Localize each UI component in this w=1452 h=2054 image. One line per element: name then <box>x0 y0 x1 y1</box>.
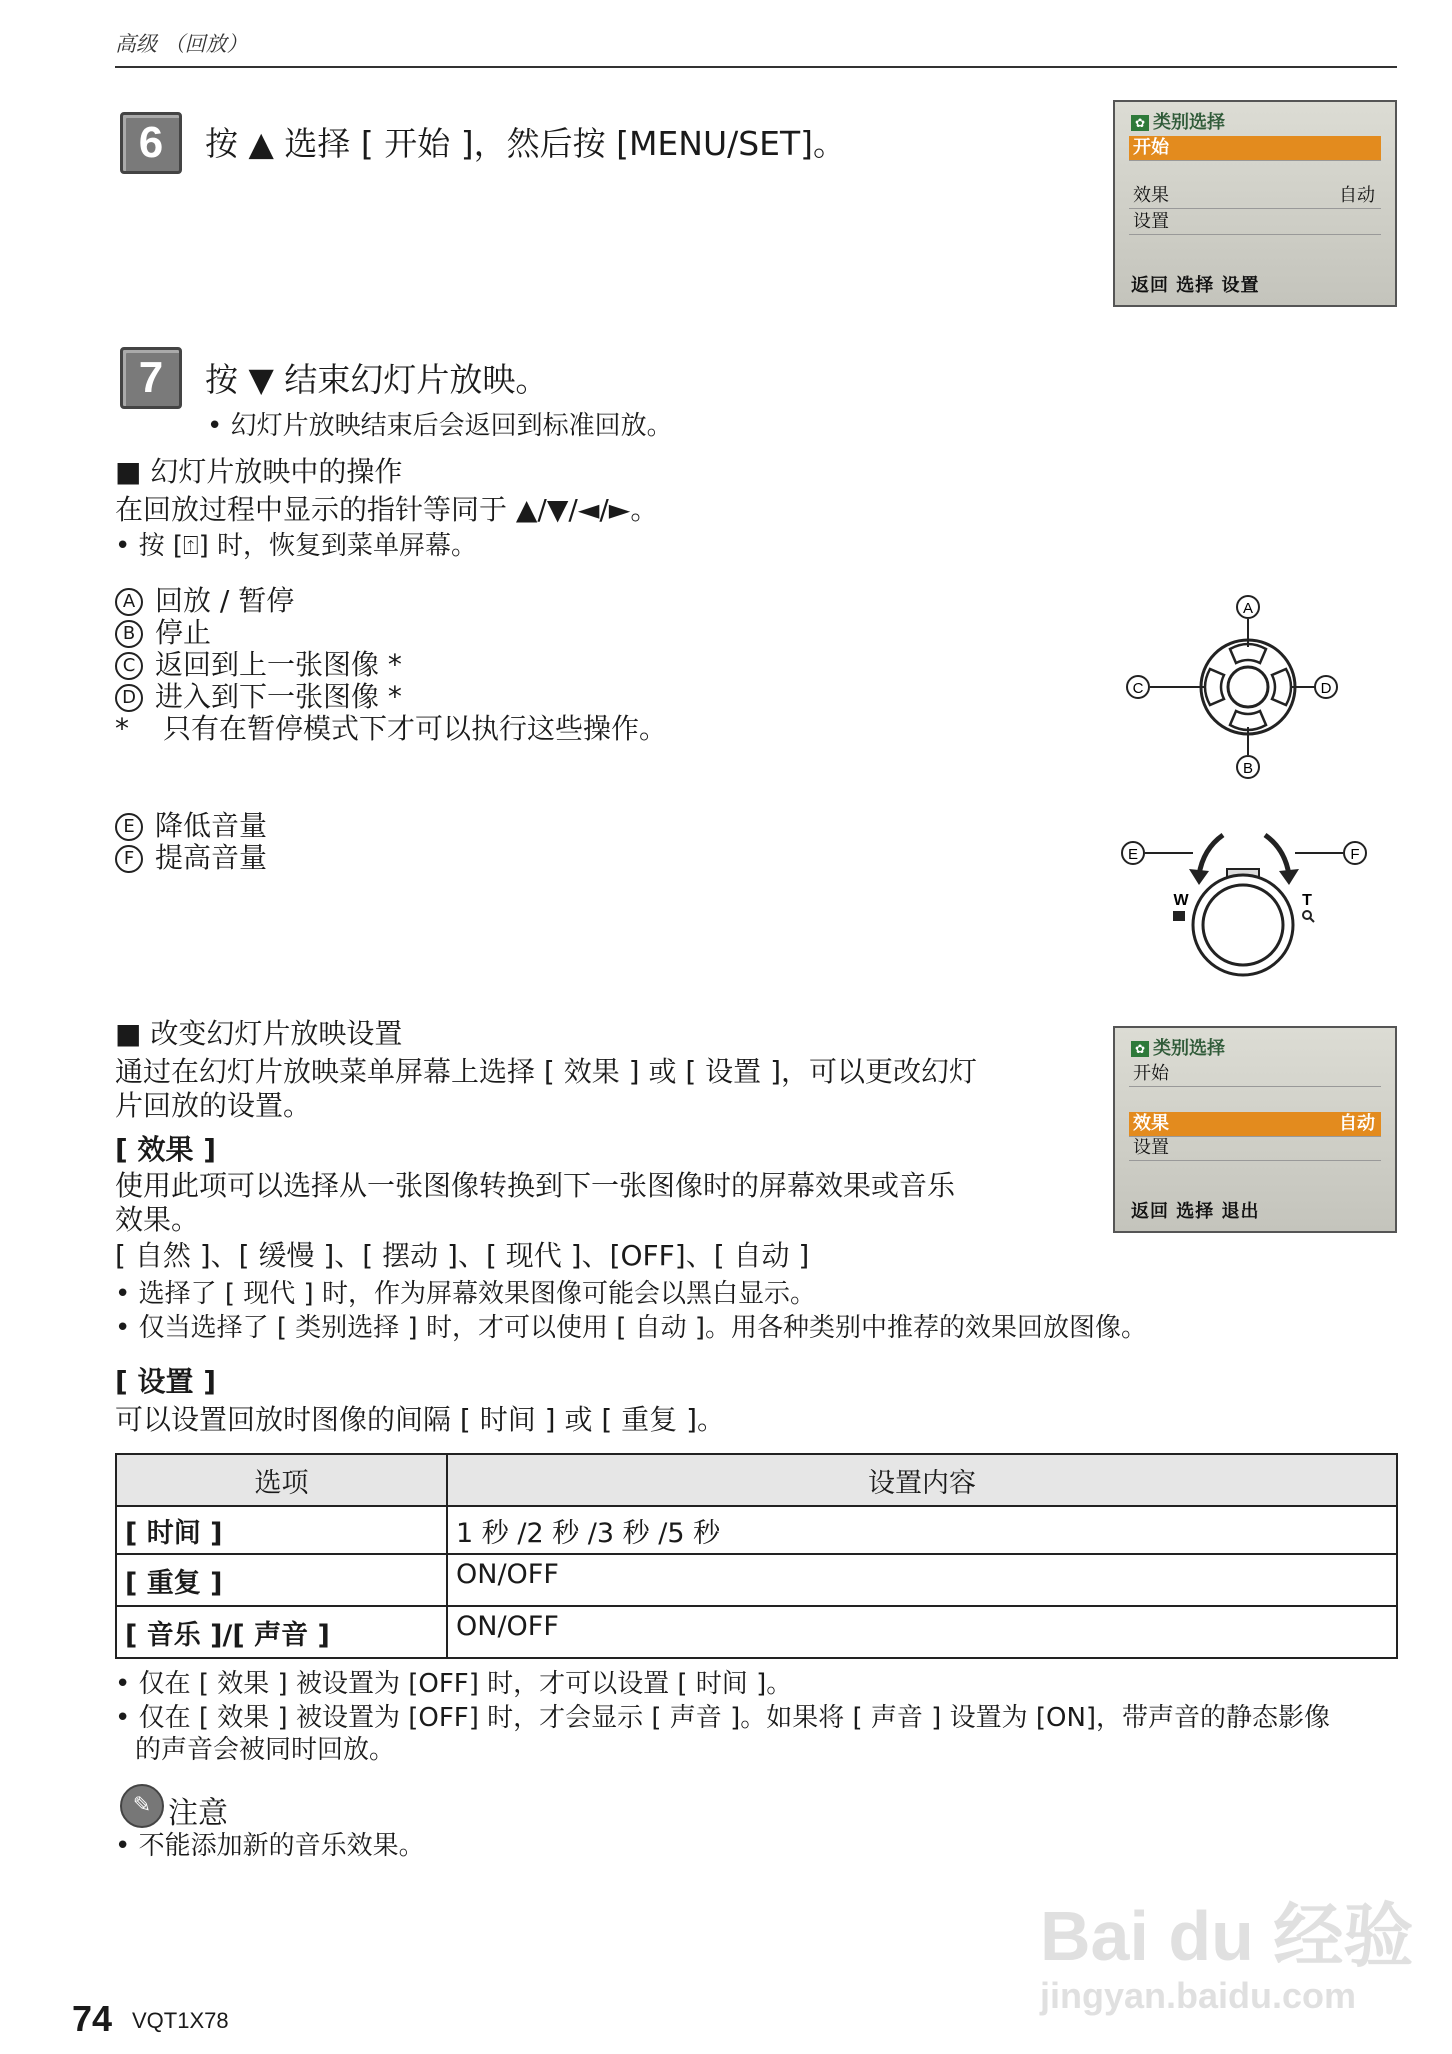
menu-item-effect: 效果 <box>1133 185 1169 206</box>
model-code: VQT1X78 <box>132 2008 229 2033</box>
after-bullet-1: • 仅在 [ 效果 ] 被设置为 [OFF] 时，才可以设置 [ 时间 ]。 <box>115 1669 793 1699</box>
table-cell-option: [ 时间 ] <box>116 1506 447 1554</box>
marker-f: F <box>115 845 143 873</box>
screen-footer: 返回 选择 设置 <box>1131 275 1260 296</box>
step-7-bullet: • 幻灯片放映结束后会返回到标准回放。 <box>207 411 673 441</box>
effect-p1b: 效果。 <box>115 1203 200 1236</box>
zoom-item-f <box>115 842 267 874</box>
grid-icon <box>1173 911 1185 921</box>
dpad-label-c: C <box>1132 680 1144 697</box>
ops-item-c <box>115 649 402 681</box>
after-bullet-2a: • 仅在 [ 效果 ] 被设置为 [OFF] 时，才会显示 [ 声音 ]。如果将 [ 声音 ] 设置为 [ON]，带声音的静态影像 <box>115 1703 1331 1733</box>
ops-item-c-text: 返回到上一张图像 * <box>155 648 402 681</box>
screen-title: 类别选择 <box>1153 112 1225 133</box>
setting-heading: [ 设置 ] <box>115 1365 217 1398</box>
footnote-mark: * <box>115 712 129 745</box>
screen-title: 类别选择 <box>1153 1038 1225 1059</box>
category-icon: ✿ <box>1131 115 1149 131</box>
menu-item-start: 开始 <box>1133 137 1169 158</box>
marker-b: B <box>115 620 143 648</box>
zoom-lever-diagram <box>1115 825 1375 990</box>
table-row <box>116 1606 1397 1658</box>
step-7-text: 按 ▼ 结束幻灯片放映。 <box>205 360 549 399</box>
page-header: 高级 （回放） <box>115 32 248 56</box>
category-icon: ✿ <box>1131 1041 1149 1057</box>
effect-heading: [ 效果 ] <box>115 1133 217 1166</box>
dpad-label-d: D <box>1320 680 1332 697</box>
dpad-label-a: A <box>1242 600 1254 617</box>
ops-item-a <box>115 585 294 617</box>
screen-footer: 返回 选择 退出 <box>1131 1201 1260 1222</box>
change-p1b: 片回放的设置。 <box>115 1089 312 1122</box>
ops-footnote <box>115 713 667 745</box>
zoom-label-t: T <box>1302 892 1312 909</box>
marker-a: A <box>115 588 143 616</box>
watermark-url: jingyan.baidu.com <box>1040 1975 1357 2016</box>
ops-item-d <box>115 681 402 713</box>
menu-item-effect-value: 自动 <box>1339 185 1375 206</box>
menu-item-setting: 设置 <box>1133 211 1169 232</box>
header-divider <box>115 66 1397 68</box>
table-header-option: 选项 <box>116 1454 447 1506</box>
menu-screen-start <box>1113 100 1397 307</box>
table-row <box>116 1554 1397 1606</box>
menu-item-setting: 设置 <box>1133 1137 1169 1158</box>
note-title: 注意 <box>168 1796 228 1831</box>
marker-d: D <box>115 684 143 712</box>
step-6-badge: 6 <box>120 112 182 174</box>
table-row <box>116 1506 1397 1554</box>
pencil-icon: ✎ <box>120 1784 164 1828</box>
table-cell-option: [ 音乐 ]/[ 声音 ] <box>116 1606 447 1658</box>
effect-p1a: 使用此项可以选择从一张图像转换到下一张图像时的屏幕效果或音乐 <box>115 1169 956 1202</box>
menu-screen-effect <box>1113 1026 1397 1233</box>
ops-item-b-text: 停止 <box>155 616 212 649</box>
marker-e: E <box>115 813 143 841</box>
menu-item-effect: 效果 <box>1133 1113 1169 1134</box>
table-cell-value: 1 秒 /2 秒 /3 秒 /5 秒 <box>447 1506 1397 1554</box>
zoom-label-e: E <box>1127 846 1139 863</box>
watermark-logo: Bai du 经验 <box>1040 1897 1414 1975</box>
ops-item-b <box>115 617 211 649</box>
ops-heading: ■ 幻灯片放映中的操作 <box>115 455 403 488</box>
change-p1a: 通过在幻灯片放映菜单屏幕上选择 [ 效果 ] 或 [ 设置 ]，可以更改幻灯 <box>115 1055 978 1088</box>
step-6-text: 按 ▲ 选择 [ 开始 ]，然后按 [MENU/SET]。 <box>205 124 847 163</box>
zoom-item-f-text: 提高音量 <box>155 841 268 874</box>
zoom-item-e <box>115 810 267 842</box>
settings-table <box>115 1453 1398 1659</box>
zoom-label-f: F <box>1350 846 1360 863</box>
table-cell-value: ON/OFF <box>447 1606 1397 1658</box>
setting-paragraph: 可以设置回放时图像的间隔 [ 时间 ] 或 [ 重复 ]。 <box>115 1403 726 1436</box>
dpad-label-b: B <box>1242 760 1254 777</box>
page-number: 74 <box>72 1998 113 2039</box>
table-cell-value: ON/OFF <box>447 1554 1397 1606</box>
ops-line-2: • 按 [⍐] 时，恢复到菜单屏幕。 <box>115 531 478 561</box>
ops-item-d-text: 进入到下一张图像 * <box>155 680 402 713</box>
menu-item-effect-value: 自动 <box>1339 1113 1375 1134</box>
effect-options: [ 自然 ]、[ 缓慢 ]、[ 摆动 ]、[ 现代 ]、[OFF]、[ 自动 ] <box>115 1239 810 1272</box>
marker-c: C <box>115 652 143 680</box>
menu-item-start: 开始 <box>1133 1063 1169 1084</box>
effect-bullet-2: • 仅当选择了 [ 类别选择 ] 时，才可以使用 [ 自动 ]。用各种类别中推荐的效果回放图像。 <box>115 1313 1148 1343</box>
magnify-icon <box>1303 911 1311 919</box>
zoom-item-e-text: 降低音量 <box>155 809 268 842</box>
after-bullet-2b: 的声音会被同时回放。 <box>135 1735 396 1765</box>
change-heading: ■ 改变幻灯片放映设置 <box>115 1017 403 1050</box>
note-bullet: • 不能添加新的音乐效果。 <box>115 1831 425 1861</box>
step-7-badge: 7 <box>120 347 182 409</box>
dpad-diagram <box>1120 595 1340 790</box>
footnote-text: 只有在暂停模式下才可以执行这些操作。 <box>163 712 668 745</box>
table-header-content: 设置内容 <box>447 1454 1397 1506</box>
zoom-label-w: W <box>1173 892 1189 909</box>
effect-bullet-1: • 选择了 [ 现代 ] 时，作为屏幕效果图像可能会以黑白显示。 <box>115 1279 816 1309</box>
ops-line-1: 在回放过程中显示的指针等同于 ▲/▼/◄/►。 <box>115 493 659 526</box>
table-cell-option: [ 重复 ] <box>116 1554 447 1606</box>
ops-item-a-text: 回放 / 暂停 <box>155 584 295 617</box>
